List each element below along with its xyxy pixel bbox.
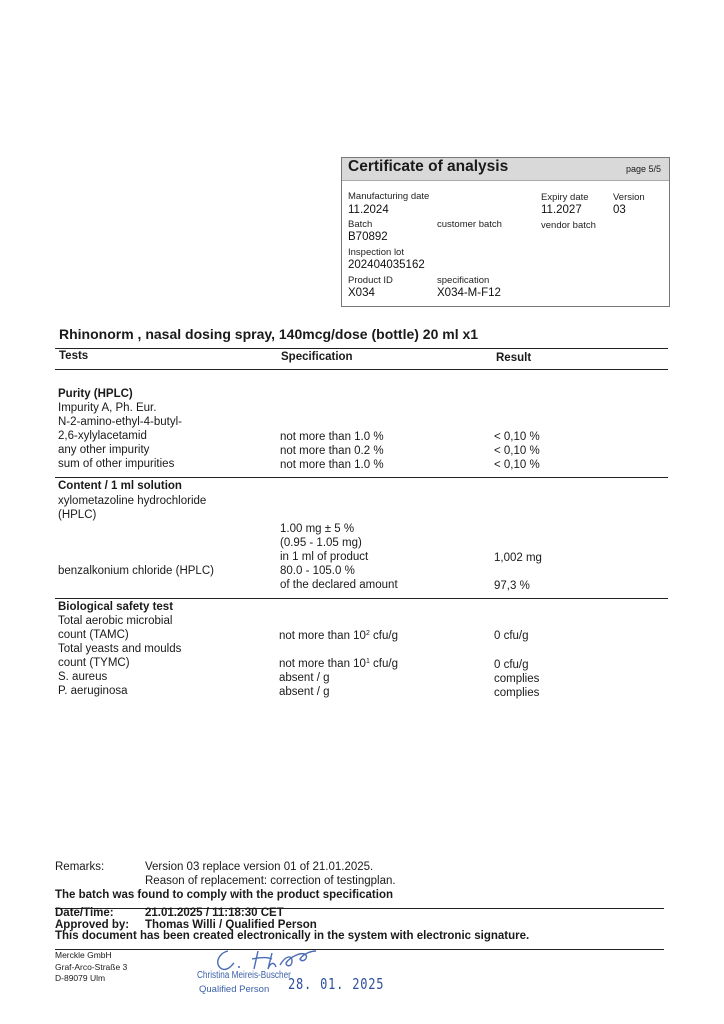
test-result: < 0,10 % [494,445,540,457]
test-result: 0 cfu/g [494,630,529,642]
vendor-batch-label: vendor batch [541,220,596,231]
company-city: D-89079 Ulm [55,973,106,983]
title-divider [55,348,668,349]
test-name: P. aeruginosa [58,685,128,697]
inspection-lot-label: Inspection lot [348,247,404,258]
manufacturing-date-label: Manufacturing date [348,191,430,202]
column-header-result: Result [496,352,532,364]
version-label: Version [613,192,645,203]
test-name: S. aureus [58,671,108,683]
test-name: any other impurity [58,444,150,456]
test-result: 0 cfu/g [494,659,529,671]
stamp-role: Qualified Person [199,984,270,995]
batch-label: Batch [348,219,373,230]
test-name: Total yeasts and moulds [58,643,182,655]
test-spec: absent / g [279,686,330,698]
header-title-bar [342,158,669,181]
test-name: (HPLC) [58,509,97,521]
test-name: benzalkonium chloride (HPLC) [58,565,214,577]
inspection-lot-value: 202404035162 [348,259,425,271]
test-spec: 80.0 - 105.0 % [280,565,355,577]
test-spec: not more than 1.0 % [280,431,384,443]
test-spec: in 1 ml of product [280,551,369,563]
remarks-line: Reason of replacement: correction of testingplan. [145,875,396,887]
manufacturing-date-value: 11.2024 [348,204,389,216]
datetime-value: 21.01.2025 / 11:18:30 CET [145,907,284,919]
column-header-specification: Specification [281,351,353,363]
electronic-signature-note: This document has been created electronically in the system with electronic signature. [55,930,530,942]
footer-divider [55,949,664,950]
remarks-line: Version 03 replace version 01 of 21.01.2025. [145,861,374,873]
section-title-biological: Biological safety test [58,601,174,613]
stamp-date: 28. 01. 2025 [288,975,385,993]
test-name: N-2-amino-ethyl-4-butyl- [58,416,182,428]
specification-label: specification [437,275,490,286]
test-spec: (0.95 - 1.05 mg) [280,537,362,549]
test-result: complies [494,673,540,685]
section-divider [55,477,668,478]
expiry-date-label: Expiry date [541,192,589,203]
approved-by-label: Approved by: [55,919,130,931]
test-spec: 1.00 mg ± 5 % [280,523,355,535]
test-name: Total aerobic microbial [58,615,173,627]
section-title-content: Content / 1 ml solution [58,480,182,492]
test-spec: not more than $10^1$ cfu/g [279,658,398,670]
test-name: 2,6-xylylacetamid [58,430,147,442]
section-title-purity: Purity (HPLC) [58,388,133,400]
product-id-value: X034 [348,287,375,299]
test-result: 97,3 % [494,580,530,592]
column-header-tests: Tests [59,350,89,362]
company-street: Graf-Arco-Straße 3 [55,962,128,972]
specification-value: X034-M-F12 [437,287,501,299]
test-name: sum of other impurities [58,458,175,470]
product-title: Rhinonorm , nasal dosing spray, 140mcg/dose (bottle) 20 ml x1 [59,326,479,342]
test-spec: not more than 0.2 % [280,445,384,457]
page-number: page 5/5 [625,164,661,174]
certificate-title: Certificate of analysis [348,158,509,175]
certificate-header-box [341,157,670,307]
datetime-label: Date/Time: [55,907,114,919]
test-result: < 0,10 % [494,459,540,471]
approved-by-value: Thomas Willi / Qualified Person [145,919,317,931]
remarks-label: Remarks: [55,861,105,873]
batch-value: B70892 [348,231,388,243]
test-spec: absent / g [279,672,330,684]
product-id-label: Product ID [348,275,393,286]
compliance-statement: The batch was found to comply with the product specification [55,889,393,901]
test-result: complies [494,687,540,699]
test-name: xylometazoline hydrochloride [58,495,207,507]
test-result: < 0,10 % [494,431,540,443]
test-name: Impurity A, Ph. Eur. [58,402,157,414]
test-name: count (TYMC) [58,657,130,669]
test-spec: not more than $10^2$ cfu/g [279,630,398,642]
test-spec: not more than 1.0 % [280,459,384,471]
test-name: count (TAMC) [58,629,129,641]
customer-batch-label: customer batch [437,219,502,230]
version-value: 03 [613,204,626,216]
stamp-name: Christina Meireis-Buscher [197,970,291,981]
test-result: 1,002 mg [494,552,542,564]
header-divider [55,369,668,370]
test-spec: of the declared amount [280,579,398,591]
expiry-date-value: 11.2027 [541,204,582,216]
section-divider [55,598,668,599]
company-name: Merckle GmbH [55,950,112,960]
